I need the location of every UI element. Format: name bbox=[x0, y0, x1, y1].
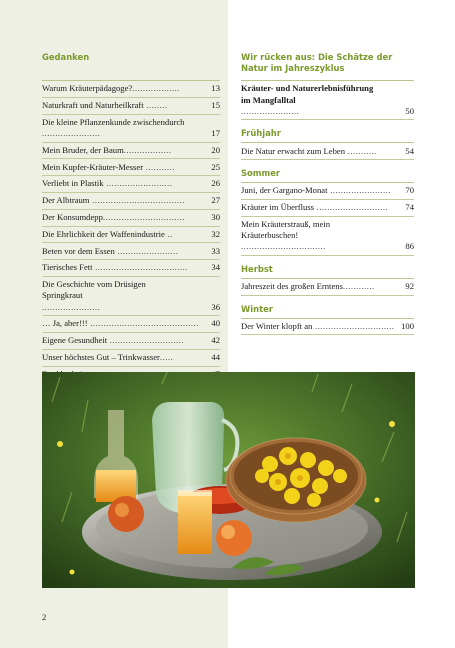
section-heading-jahreszyklus: Wir rücken aus: Die Schätze der Natur im Jahreszyklus bbox=[241, 52, 393, 73]
section-heading-gedanken: Gedanken bbox=[42, 52, 90, 62]
toc-entry[interactable]: Der Albtraum ................................... 27 bbox=[42, 193, 220, 210]
season-heading-winter: Winter bbox=[241, 304, 414, 319]
toc-entry[interactable]: Mein Bruder, der Baum.................. 20 bbox=[42, 143, 220, 160]
toc-entry[interactable]: Der Winter klopft an .............................. 100 bbox=[241, 319, 414, 336]
toc-entry[interactable]: Die Natur erwacht zum Leben ........... 54 bbox=[241, 143, 414, 160]
page-number: 2 bbox=[42, 612, 47, 622]
toc-list-herbst bbox=[241, 279, 414, 296]
toc-entry[interactable]: Unser höchstes Gut – Trinkwasser..... 44 bbox=[42, 350, 220, 367]
toc-list-gedanken bbox=[42, 81, 220, 383]
toc-list-intro bbox=[241, 81, 414, 120]
season-heading-herbst: Herbst bbox=[241, 264, 414, 279]
toc-entry[interactable]: Die kleine Pflanzenkunde zwischendurch ...................... 17 bbox=[42, 115, 220, 143]
toc-entry[interactable]: Der Konsumdepp............................... 30 bbox=[42, 210, 220, 227]
toc-entry[interactable]: Die Ehrlichkeit der Waffenindustrie .. 32 bbox=[42, 227, 220, 244]
toc-entry[interactable]: Juni, der Gargano-Monat ....................... 70 bbox=[241, 183, 414, 200]
toc-entry[interactable]: Mein Kupfer-Kräuter-Messer ........... 25 bbox=[42, 159, 220, 176]
season-heading-sommer: Sommer bbox=[241, 168, 414, 183]
toc-entry[interactable]: Eigene Gesundheit ............................ 42 bbox=[42, 333, 220, 350]
still-life-photo bbox=[42, 372, 415, 588]
toc-list-sommer bbox=[241, 183, 414, 256]
season-heading-fruehjahr: Frühjahr bbox=[241, 128, 414, 143]
photo-illustration bbox=[42, 372, 415, 588]
toc-entry[interactable]: Beten vor dem Essen ....................... 33 bbox=[42, 243, 220, 260]
toc-entry[interactable]: Verliebt in Plastik ......................... 26 bbox=[42, 176, 220, 193]
toc-entry[interactable]: Die Geschichte vom Drüsigen Springkraut ...................... 36 bbox=[42, 277, 220, 316]
toc-entry[interactable]: Naturkraft und Naturheilkraft ........ 15 bbox=[42, 98, 220, 115]
toc-entry[interactable]: Mein Kräuterstrauß, mein Kräuterbuschen! ................................ 86 bbox=[241, 217, 414, 256]
toc-list-fruehjahr bbox=[241, 143, 414, 160]
toc-entry[interactable]: Kräuter- und Naturerlebnisführung im Mangfalltal ...................... 50 bbox=[241, 81, 414, 120]
toc-entry[interactable]: … Ja, aber!!! ......................................... 40 bbox=[42, 316, 220, 333]
toc-entry[interactable]: Tierisches Fett ................................... 34 bbox=[42, 260, 220, 277]
toc-left-column bbox=[42, 52, 220, 383]
toc-entry[interactable]: Jahreszeit des großen Erntens............ 92 bbox=[241, 279, 414, 296]
toc-entry[interactable]: Warum Kräuterpädagoge?.................. 13 bbox=[42, 81, 220, 98]
toc-right-column bbox=[241, 52, 414, 335]
toc-list-winter bbox=[241, 319, 414, 336]
toc-entry[interactable]: Kräuter im Überfluss ........................... 74 bbox=[241, 200, 414, 217]
